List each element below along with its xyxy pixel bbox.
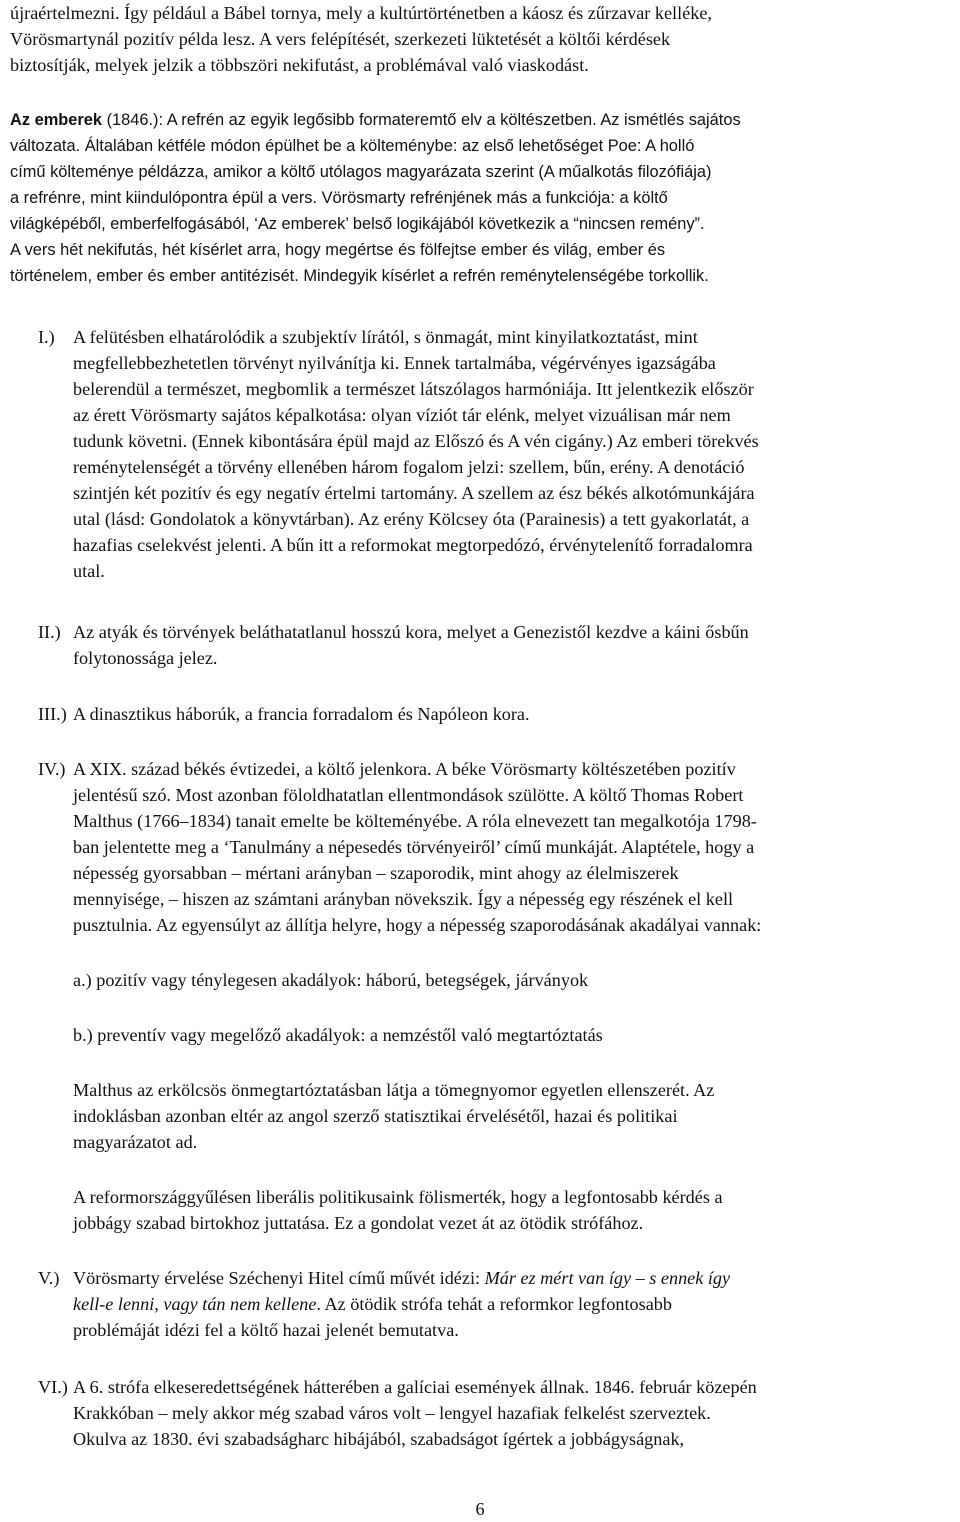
quote-fragment: kell-e lenni, vagy tán nem kellene: [73, 1294, 317, 1314]
text-line: utal.: [73, 561, 105, 581]
item-number: VI.): [38, 1377, 68, 1397]
text-line: világképéből, emberfelfogásából, ‘Az emberek’ belső logikájából következik a “nincsen remény”.: [10, 215, 705, 233]
text-line: [73, 1291, 957, 1317]
text-line: A vers hét nekifutás, hét kísérlet arra, hogy megértse és fölfejtse ember és világ, ember és: [10, 241, 666, 259]
text-line: jobbágy szabad birtokhoz juttatása. Ez a gondolat vezet át az ötödik strófához.: [73, 1213, 644, 1233]
item-number: V.): [38, 1268, 60, 1288]
text-line: újraértelmezni. Így például a Bábel tornya, mely a kultúrtörténetben a káosz és zűrzavar kelléke,: [10, 3, 712, 23]
text-line: A XIX. század békés évtizedei, a költő jelenkora. A béke Vörösmarty költészetében pozitív: [73, 759, 736, 779]
text-line: megfellebbezhetetlen törvényt nyilvánítja ki. Ennek tartalmába, végérvényes igazságába: [73, 353, 716, 373]
item-number: IV.): [38, 759, 66, 779]
text-line: Krakkóban – mely akkor még szabad város volt – lengyel hazafiak felkelést szerveztek.: [73, 1403, 711, 1423]
text-line: Okulva az 1830. évi szabadságharc hibájából, szabadságot ígértek a jobbágyságnak,: [73, 1429, 685, 1449]
item-iii-text: [73, 701, 957, 727]
item-vi-text: [73, 1374, 957, 1452]
text-line: Az atyák és törvények beláthatatlanul hosszú kora, melyet a Genezistől kezdve a káini ősbűn: [73, 622, 749, 642]
section-heading-line: [10, 107, 954, 133]
item-i-text: [73, 324, 957, 584]
text-line: az érett Vörösmarty sajátos képalkotása: olyan víziót tár elénk, melyet vizuálisan már nem: [73, 405, 731, 425]
text-line: mennyisége, – hiszen az számtani arányban növekszik. Így a népesség egy részének el kell: [73, 889, 734, 909]
text-line: változata. Általában kétféle módon épülhet be a költeménybe: az első lehetőséget Poe: A holló: [10, 137, 695, 155]
item-v-text: [73, 1265, 957, 1343]
item-number: I.): [38, 327, 55, 347]
text-line: A reformországgyűlésen liberális politikusaink fölismerték, hogy a legfontosabb kérdés a: [73, 1187, 723, 1207]
reform-paragraph: [73, 1184, 957, 1236]
section-paragraph: [10, 107, 954, 289]
intro-paragraph: [10, 0, 954, 78]
text-line: jelentésű szó. Most azonban föloldhatatlan ellentmondások szülötte. A költő Thomas Robert: [73, 785, 744, 805]
item-ii-text: [73, 619, 957, 671]
text-line: magyarázatot ad.: [73, 1132, 198, 1152]
text-line: belerendül a természet, megbomlik a természet látszólagos harmóniája. Itt jelentkezik először: [73, 379, 754, 399]
text-line: népesség gyorsabban – mértani arányban – szaporodik, mint ahogy az élelmiszerek: [73, 863, 679, 883]
text-line: történelem, ember és ember antitézisét. Mindegyik kísérlet a refrén reménytelenségébe torkollik.: [10, 267, 709, 285]
text-line: című költeménye példázza, amikor a költő utólagos magyarázata szerint (A műalkotás filozófiája): [10, 163, 712, 181]
text-line: hazafias cselekvést jelenti. A bűn itt a reformokat megtorpedózó, érvénytelenítő forradalomra: [73, 535, 753, 555]
text-line: folytonossága jelez.: [73, 648, 218, 668]
text-line: A dinasztikus háborúk, a francia forradalom és Napóleon kora.: [73, 704, 530, 724]
sub-item-a: a.) pozitív vagy ténylegesen akadályok: háború, betegségek, járványok: [73, 970, 589, 990]
text-line: szintjén két pozitív és egy negatív értelmi tartomány. A szellem az ész békés alkotómunkájára: [73, 483, 755, 503]
text-line: reménytelenségét a törvény ellenében három fogalom jelzi: szellem, bűn, erény. A denotáció: [73, 457, 745, 477]
text-line: utal (lásd: Gondolatok a könyvtárban). Az erény Kölcsey óta (Parainesis) a tett gyakorlatát, a: [73, 509, 750, 529]
text-line: A 6. strófa elkeseredettségének hátterében a galíciai események állnak. 1846. február közepén: [73, 1377, 757, 1397]
text-line: tudunk követni. (Ennek kibontására épül majd az Előszó és A vén cigány.) Az emberi törekvés: [73, 431, 759, 451]
item-number: II.): [38, 622, 61, 642]
text-line: pusztulnia. Az egyensúlyt az állítja helyre, hogy a népesség szaporodásának akadályai vannak:: [73, 915, 762, 935]
text-line: a refrénre, mint kiindulópontra épül a vers. Vörösmarty refrénjének más a funkciója: a költő: [10, 189, 668, 207]
quote-fragment: Már ez mért van így – s ennek így: [484, 1268, 731, 1288]
text-fragment: Vörösmarty érvelése Széchenyi Hitel című művét idézi:: [73, 1268, 485, 1288]
text-fragment: . Az ötödik strófa tehát a reformkor legfontosabb: [316, 1294, 672, 1314]
text-line: Malthus (1766–1834) tanait emelte be költeményébe. A róla elnevezett tan megalkotója 1798-: [73, 811, 757, 831]
text-line: [73, 1265, 957, 1291]
item-number: III.): [38, 704, 67, 724]
text-line: ban jelentette meg a ‘Tanulmány a népesedés törvényeiről’ című munkáját. Alaptétele, hogy a: [73, 837, 755, 857]
text-line: biztosítják, melyek jelzik a többszöri nekifutást, a problémával való viaskodást.: [10, 55, 589, 75]
text-line: Vörösmartynál pozitív példa lesz. A vers felépítését, szerkezeti lüktetését a költői kérdések: [10, 29, 671, 49]
page-number: 6: [475, 1499, 485, 1519]
item-iv-text: [73, 756, 957, 938]
text-line: Malthus az erkölcsös önmegtartóztatásban látja a tömegnyomor egyetlen ellenszerét. Az: [73, 1080, 715, 1100]
sub-item-b: b.) preventív vagy megelőző akadályok: a nemzéstől való megtartóztatás: [73, 1025, 603, 1045]
malthus-paragraph: [73, 1077, 957, 1155]
section-title: Az emberek: [10, 111, 103, 129]
text-line: problémáját idézi fel a költő hazai jelenét bemutatva.: [73, 1320, 459, 1340]
text-fragment: (1846.): A refrén az egyik legősibb formateremtő elv a költészetben. Az ismétlés sajátos: [102, 111, 741, 129]
text-line: A felütésben elhatárolódik a szubjektív lírától, s önmagát, mint kinyilatkoztatást, mint: [73, 327, 698, 347]
text-line: indoklásban azonban eltér az angol szerző statisztikai érvelésétől, hazai és politikai: [73, 1106, 678, 1126]
